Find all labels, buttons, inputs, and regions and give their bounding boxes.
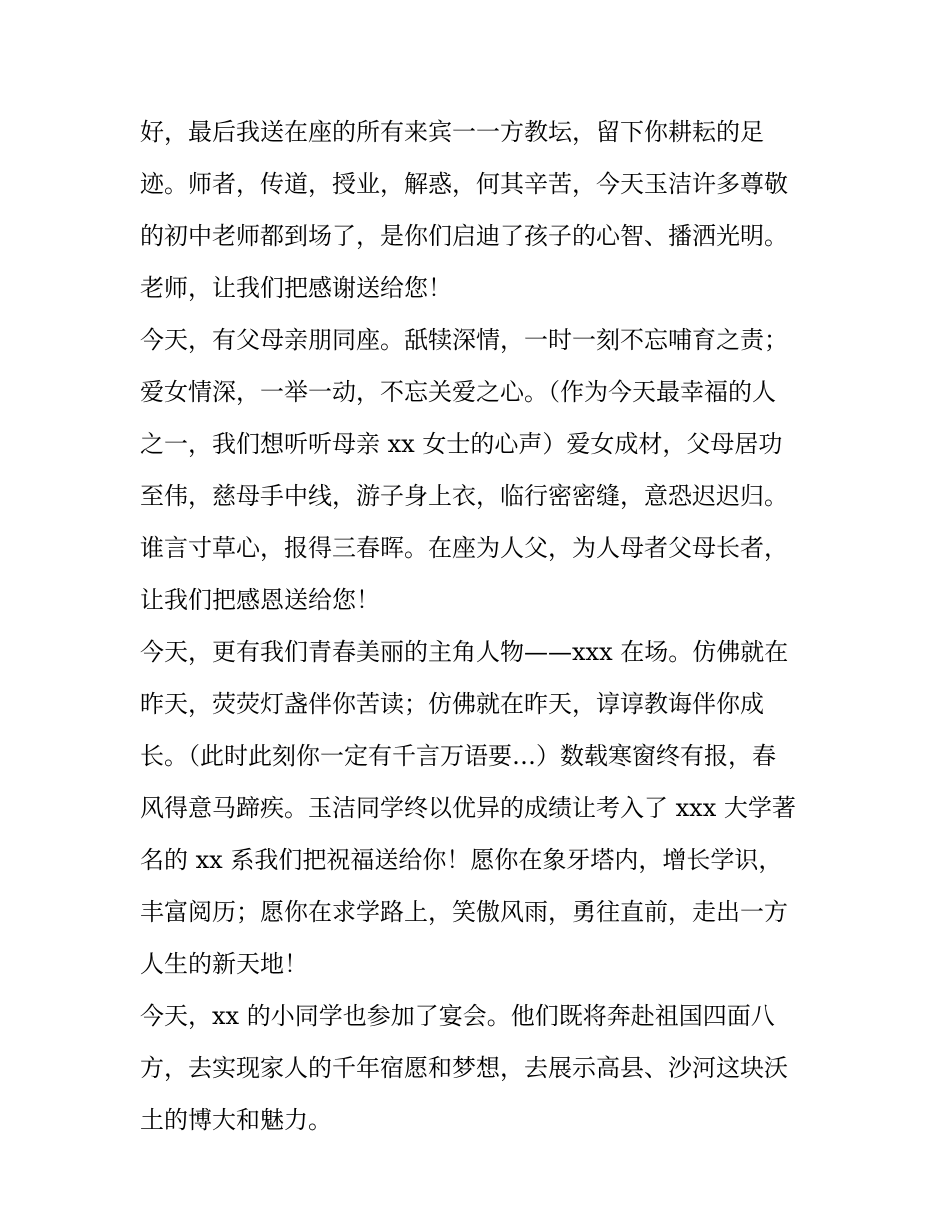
text-line: 至伟，慈母手中线，游子身上衣，临行密密缝，意恐迟迟归。 (140, 482, 788, 510)
text-line: 的初中老师都到场了，是你们启迪了孩子的心智、播洒光明。 (140, 222, 788, 250)
text-line: 土的博大和魅力。 (140, 1106, 332, 1134)
text-line: 今天，有父母亲朋同座。舐犊深情，一时一刻不忘哺育之责； (140, 326, 788, 354)
text-line: 今天，xx 的小同学也参加了宴会。他们既将奔赴祖国四面八 (140, 1002, 775, 1030)
text-line: 丰富阅历；愿你在求学路上，笑傲风雨，勇往直前，走出一方 (140, 898, 788, 926)
text-line: 名的 xx 系我们把祝福送给你！愿你在象牙塔内，增长学识， (140, 846, 783, 874)
text-line: 迹。师者，传道，授业，解惑，何其辛苦，今天玉洁许多尊敬 (140, 170, 788, 198)
text-line: 爱女情深，一举一动，不忘关爱之心。（作为今天最幸福的人 (140, 378, 776, 406)
text-line: 之一，我们想听听母亲 xx 女士的心声）爱女成材，父母居功 (140, 430, 783, 458)
text-line: 让我们把感恩送给您！ (140, 586, 380, 614)
text-line: 昨天，荧荧灯盏伴你苦读；仿佛就在昨天，谆谆教诲伴你成 (140, 690, 764, 718)
text-line: 长。（此时此刻你一定有千言万语要…）数载寒窗终有报，春 (140, 742, 776, 770)
document-body (140, 106, 820, 1146)
text-line: 风得意马蹄疾。玉洁同学终以优异的成绩让考入了 xxx 大学著 (140, 794, 796, 822)
text-line: 今天，更有我们青春美丽的主角人物——xxx 在场。仿佛就在 (140, 638, 789, 666)
text-line: 谁言寸草心，报得三春晖。在座为人父，为人母者父母长者， (140, 534, 788, 562)
text-line: 好，最后我送在座的所有来宾一一方教坛，留下你耕耘的足 (140, 118, 764, 146)
text-line: 老师，让我们把感谢送给您！ (140, 274, 452, 302)
text-line: 方，去实现家人的千年宿愿和梦想，去展示高县、沙河这块沃 (140, 1054, 788, 1082)
text-line: 人生的新天地！ (140, 950, 308, 978)
